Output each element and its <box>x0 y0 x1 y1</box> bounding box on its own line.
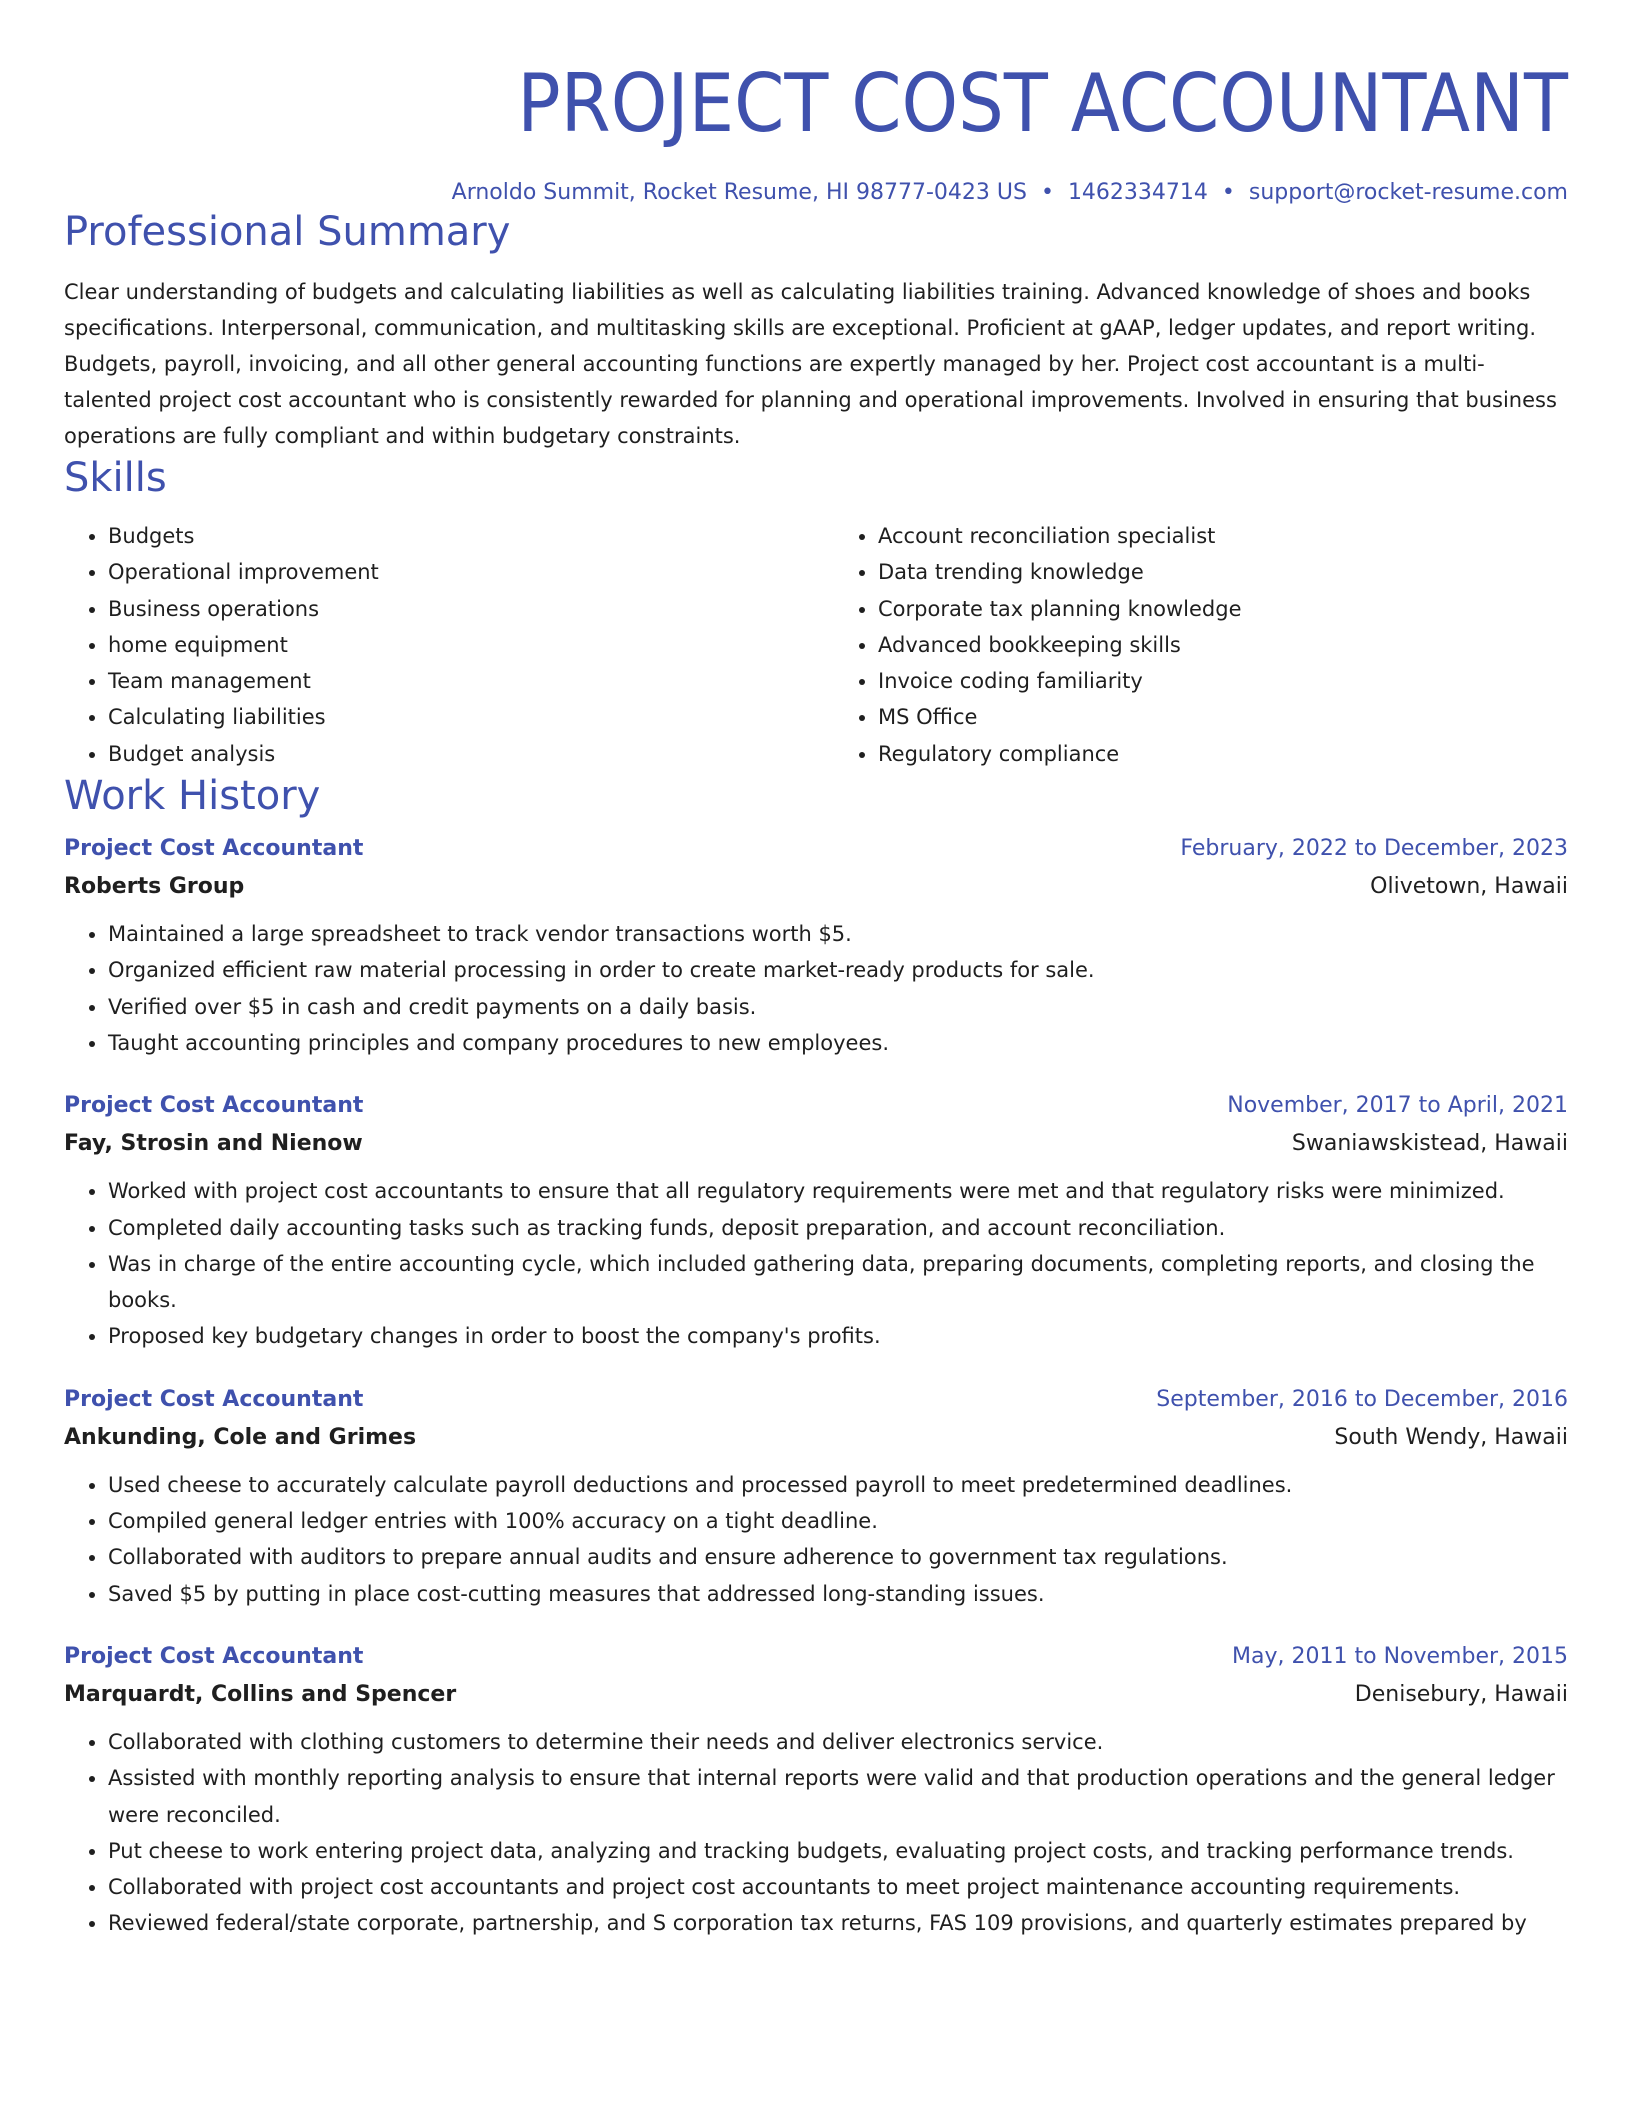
job-dates: September, 2016 to December, 2016 <box>1156 1386 1568 1412</box>
skill-item: • Corporate tax planning knowledge <box>878 591 1568 627</box>
contact-phone: 1462334714 <box>1067 180 1208 205</box>
skill-item: • Data trending knowledge <box>878 554 1568 590</box>
skill-item: • Calculating liabilities <box>108 699 798 735</box>
contact-address: Arnoldo Summit, Rocket Resume, HI 98777-0423 US <box>451 180 1027 205</box>
skill-item: • Budget analysis <box>108 736 798 772</box>
job-location: Denisebury, Hawaii <box>1354 1681 1568 1707</box>
contact-separator: • <box>1221 180 1235 205</box>
skill-item: • Business operations <box>108 591 798 627</box>
job-title: Project Cost Accountant <box>64 1386 364 1412</box>
job-bullets <box>64 916 1568 1061</box>
job-bullet: • Organized efficient raw material processing in order to create market-ready products for sale. <box>108 952 1568 988</box>
job-bullets <box>64 1724 1568 1942</box>
skill-item: • home equipment <box>108 627 798 663</box>
job-title: Project Cost Accountant <box>64 836 364 862</box>
skill-item: • Invoice coding familiarity <box>878 663 1568 699</box>
skills-column-left <box>64 518 798 772</box>
job-bullets <box>64 1467 1568 1612</box>
resume-page <box>64 0 1568 1942</box>
summary-heading: Professional Summary <box>64 209 511 255</box>
job-bullet: • Taught accounting principles and company procedures to new employees. <box>108 1025 1568 1061</box>
job-bullet: • Worked with project cost accountants to ensure that all regulatory requirements were met and that regulatory risks were minimized. <box>108 1173 1568 1209</box>
job-location: Olivetown, Hawaii <box>1370 874 1568 900</box>
job-bullet: • Proposed key budgetary changes in order to boost the company's profits. <box>108 1318 1568 1354</box>
job-bullet: • Assisted with monthly reporting analysis to ensure that internal reports were valid and that production operations and the general ledger were reconciled. <box>108 1760 1568 1833</box>
skills-heading: Skills <box>64 455 167 501</box>
job-dates: February, 2022 to December, 2023 <box>1180 836 1568 862</box>
job-bullet: • Completed daily accounting tasks such as tracking funds, deposit preparation, and account reconciliation. <box>108 1210 1568 1246</box>
job-entry <box>64 1385 1568 1612</box>
job-dates: May, 2011 to November, 2015 <box>1232 1643 1568 1669</box>
job-bullet: • Was in charge of the entire accounting cycle, which included gathering data, preparing documents, completing reports, and closing the books. <box>108 1246 1568 1319</box>
job-bullet: • Compiled general ledger entries with 100% accuracy on a tight deadline. <box>108 1503 1568 1539</box>
skill-item: • Regulatory compliance <box>878 736 1568 772</box>
job-bullet: • Used cheese to accurately calculate payroll deductions and processed payroll to meet predetermined deadlines. <box>108 1467 1568 1503</box>
job-dates: November, 2017 to April, 2021 <box>1227 1093 1568 1119</box>
job-company: Marquardt, Collins and Spencer <box>64 1681 457 1707</box>
job-bullet: • Collaborated with auditors to prepare annual audits and ensure adherence to government tax regulations. <box>108 1539 1568 1575</box>
job-company: Ankunding, Cole and Grimes <box>64 1424 417 1450</box>
job-bullet: • Reviewed federal/state corporate, partnership, and S corporation tax returns, FAS 109 provisions, and quarterly estimates prepared by <box>108 1905 1568 1941</box>
job-bullet: • Saved $5 by putting in place cost-cutting measures that addressed long-standing issues. <box>108 1576 1568 1612</box>
job-title: Project Cost Accountant <box>64 1093 364 1119</box>
job-entry <box>64 834 1568 1061</box>
job-bullet: • Collaborated with clothing customers to determine their needs and deliver electronics service. <box>108 1724 1568 1760</box>
skill-item: • Account reconciliation specialist <box>878 518 1568 554</box>
job-entry <box>64 1091 1568 1354</box>
job-bullet: • Put cheese to work entering project data, analyzing and tracking budgets, evaluating project costs, and tracking performance trends. <box>108 1833 1568 1869</box>
summary-text: Clear understanding of budgets and calculating liabilities as well as calculating liabilities training. Advanced knowledge of shoes and books specifications. Interpersonal, communication, and multitasking skills are exceptional. Proficient at gAAP, ledger updates, and report writing. Budgets, payroll, invoicing, and all other general accounting functions are expertly managed by her. Project cost accountant is a multi-talented project cost accountant who is consistently rewarded for planning and operational improvements. Involved in ensuring that business operations are fully compliant and within budgetary constraints. <box>64 280 1557 448</box>
job-title: Project Cost Accountant <box>64 1643 364 1669</box>
job-entry <box>64 1642 1568 1942</box>
skill-item: • Operational improvement <box>108 554 798 590</box>
page-title: PROJECT COST ACCOUNTANT <box>517 57 1568 150</box>
skill-item: • Budgets <box>108 518 798 554</box>
job-location: Swaniawskistead, Hawaii <box>1291 1131 1568 1157</box>
job-company: Roberts Group <box>64 874 245 900</box>
job-bullet: • Collaborated with project cost accountants and project cost accountants to meet project maintenance accounting requirements. <box>108 1869 1568 1905</box>
skill-item: • Team management <box>108 663 798 699</box>
job-bullet: • Maintained a large spreadsheet to track vendor transactions worth $5. <box>108 916 1568 952</box>
job-bullet: • Verified over $5 in cash and credit payments on a daily basis. <box>108 989 1568 1025</box>
contact-email: support@rocket-resume.com <box>1248 180 1568 205</box>
skill-item: • Advanced bookkeeping skills <box>878 627 1568 663</box>
skill-item: • MS Office <box>878 699 1568 735</box>
skills-column-right <box>798 518 1568 772</box>
contact-line <box>64 178 1568 208</box>
work-heading: Work History <box>64 773 321 820</box>
contact-separator: • <box>1040 180 1054 205</box>
job-bullets <box>64 1173 1568 1354</box>
job-location: South Wendy, Hawaii <box>1334 1424 1568 1450</box>
skills-list <box>64 518 1568 772</box>
job-company: Fay, Strosin and Nienow <box>64 1131 363 1157</box>
